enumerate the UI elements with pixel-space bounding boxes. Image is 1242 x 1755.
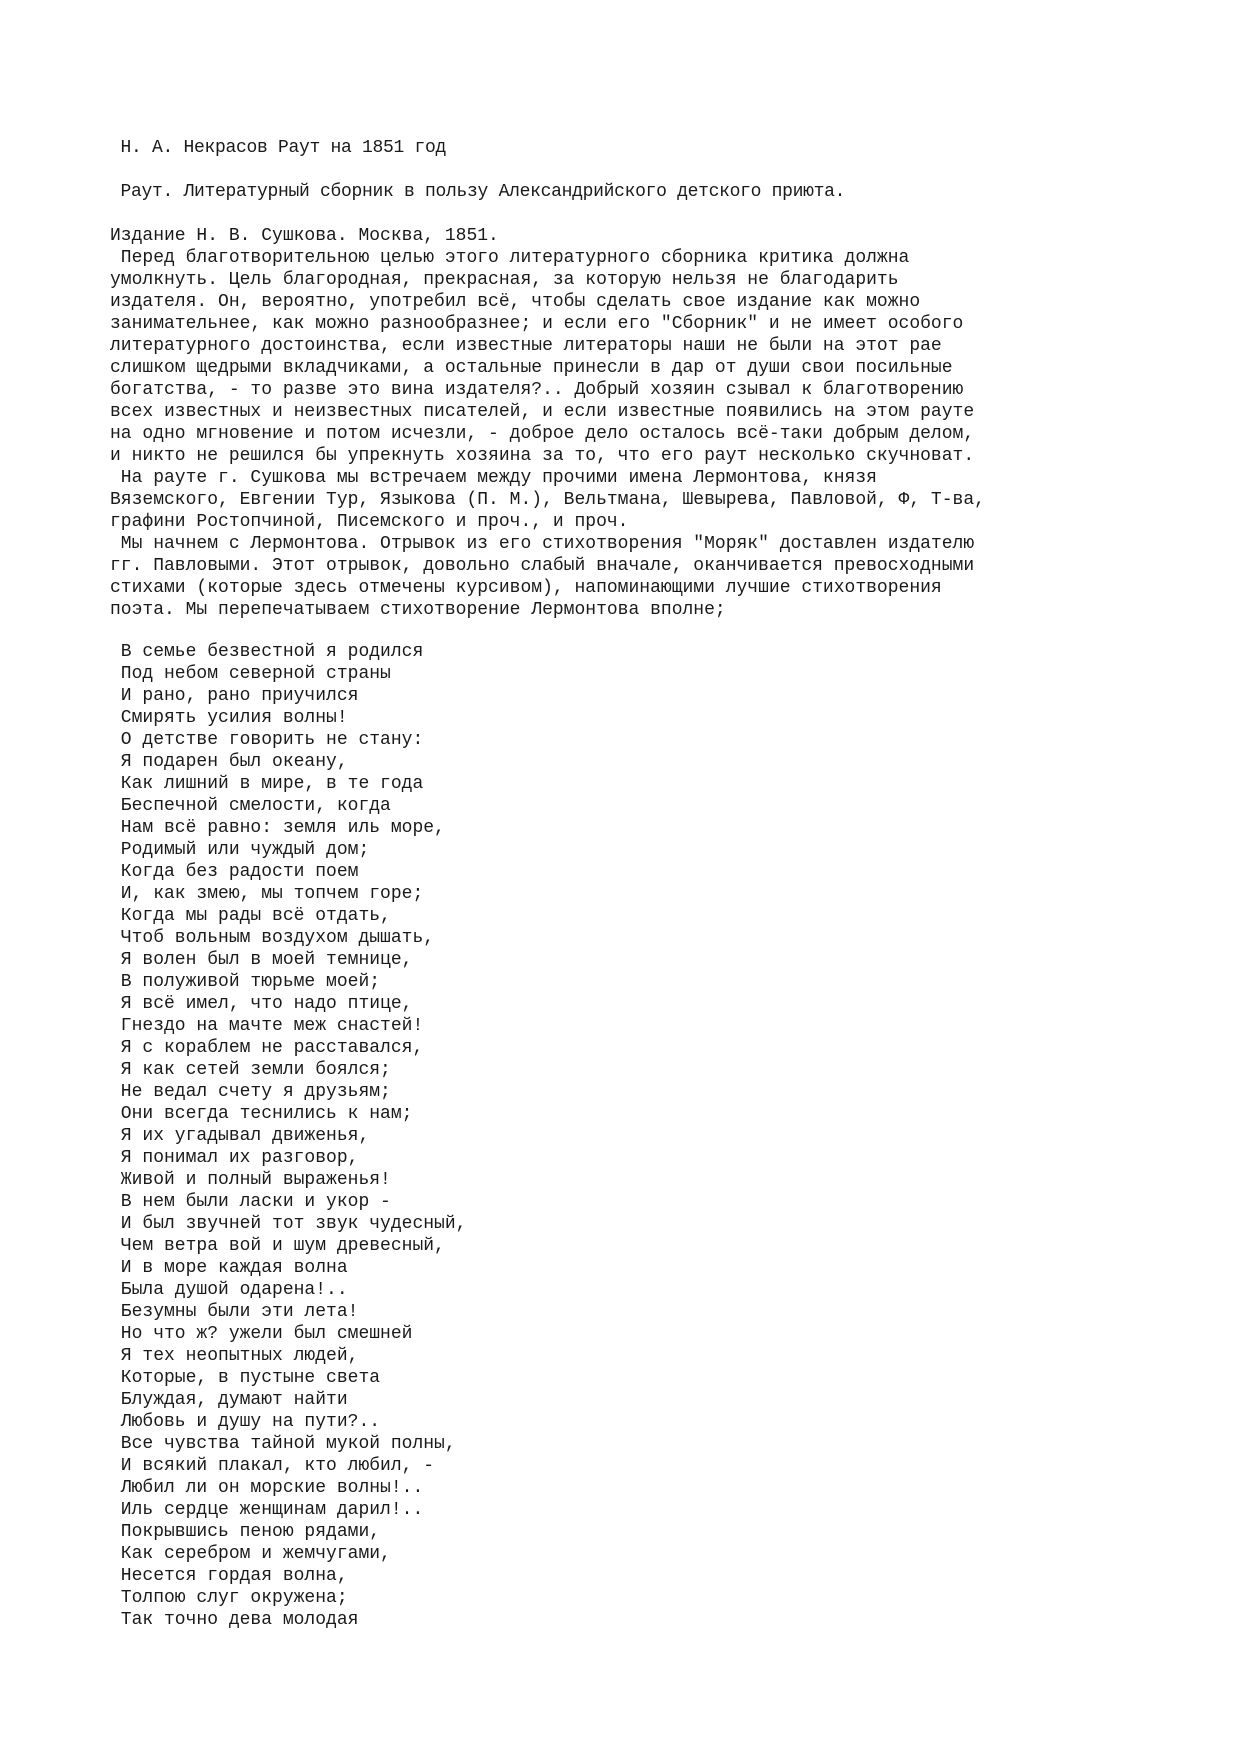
poem-line: Была душой одарена!.. (110, 1280, 348, 1300)
poem-line: О детстве говорить не стану: (110, 730, 424, 750)
body-line: гг. Павловыми. Этот отрывок, довольно слабый вначале, оканчивается превосходными (110, 556, 975, 576)
poem-line: Я понимал их разговор, (110, 1148, 359, 1168)
poem-line: И рано, рано приучился (110, 686, 359, 706)
poem-line: Так точно дева молодая (110, 1610, 359, 1630)
poem-line: Любовь и душу на пути?.. (110, 1412, 381, 1432)
poem-line: Я их угадывал движенья, (110, 1126, 370, 1146)
poem-line: Под небом северной страны (110, 664, 391, 684)
poem-text (110, 641, 466, 1631)
body-line: издателя. Он, вероятно, употребил всё, чтобы сделать свое издание как можно (110, 292, 921, 312)
poem-line: Блуждая, думают найти (110, 1390, 348, 1410)
poem-line: Я тех неопытных людей, (110, 1346, 359, 1366)
body-line: литературного достоинства, если известные литераторы наши не были на этот рае (110, 336, 942, 356)
body-line: На рауте г. Сушкова мы встречаем между прочими имена Лермонтова, князя (110, 468, 877, 488)
poem-line: Которые, в пустыне света (110, 1368, 381, 1388)
poem-line: Я волен был в моей темнице, (110, 950, 413, 970)
poem-line: Толпою слуг окружена; (110, 1588, 348, 1608)
poem-line: Я всё имел, что надо птице, (110, 994, 413, 1014)
poem-line: В полуживой тюрьме моей; (110, 972, 381, 992)
poem-line: Чтоб вольным воздухом дышать, (110, 928, 435, 948)
poem-line: Беспечной смелости, когда (110, 796, 391, 816)
poem-line: Когда без радости поем (110, 862, 359, 882)
body-line: поэта. Мы перепечатываем стихотворение Лермонтова вполне; (110, 600, 726, 620)
body-line: богатства, - то разве это вина издателя?.. Добрый хозяин сзывал к благотворению (110, 380, 964, 400)
body-line: на одно мгновение и потом исчезли, - доброе дело осталось всё-таки добрым делом, (110, 424, 975, 444)
poem-line: И всякий плакал, кто любил, - (110, 1456, 435, 1476)
poem-line: Безумны были эти лета! (110, 1302, 359, 1322)
poem-line: Они всегда теснились к нам; (110, 1104, 413, 1124)
poem-line: Нам всё равно: земля иль море, (110, 818, 445, 838)
body-line: Мы начнем с Лермонтова. Отрывок из его стихотворения "Моряк" доставлен издателю (110, 534, 975, 554)
poem-line: Как лишний в мире, в те года (110, 774, 424, 794)
document-title: Н. А. Некрасов Раут на 1851 год (110, 138, 447, 158)
poem-line: Не ведал счету я друзьям; (110, 1082, 391, 1102)
poem-line: Я как сетей земли боялся; (110, 1060, 391, 1080)
poem-line: Все чувства тайной мукой полны, (110, 1434, 456, 1454)
poem-line: И, как змею, мы топчем горе; (110, 884, 424, 904)
body-line: графини Ростопчиной, Писемского и проч., и проч. (110, 512, 629, 532)
poem-line: Живой и полный выраженья! (110, 1170, 391, 1190)
poem-line: Я с кораблем не расставался, (110, 1038, 424, 1058)
document-subtitle: Раут. Литературный сборник в пользу Александрийского детского приюта. (110, 182, 846, 202)
poem-line: Но что ж? ужели был смешней (110, 1324, 413, 1344)
body-line: всех известных и неизвестных писателей, и если известные появились на этом рауте (110, 402, 975, 422)
poem-line: Любил ли он морские волны!.. (110, 1478, 424, 1498)
body-line: слишком щедрыми вкладчиками, а остальные принесли в дар от души свои посильные (110, 358, 953, 378)
poem-line: В нем были ласки и укор - (110, 1192, 391, 1212)
body-line: стихами (которые здесь отмечены курсивом), напоминающими лучшие стихотворения (110, 578, 942, 598)
poem-line: В семье безвестной я родился (110, 642, 424, 662)
poem-line: Как серебром и жемчугами, (110, 1544, 391, 1564)
poem-line: Я подарен был океану, (110, 752, 348, 772)
body-line: занимательнее, как можно разнообразнее; и если его "Сборник" и не имеет особого (110, 314, 964, 334)
poem-line: Несется гордая волна, (110, 1566, 348, 1586)
body-text (110, 225, 985, 621)
poem-line: И в море каждая волна (110, 1258, 348, 1278)
poem-line: Родимый или чуждый дом; (110, 840, 370, 860)
poem-line: Гнездо на мачте меж снастей! (110, 1016, 424, 1036)
body-line: Издание Н. В. Сушкова. Москва, 1851. (110, 226, 499, 246)
poem-line: И был звучней тот звук чудесный, (110, 1214, 467, 1234)
poem-line: Чем ветра вой и шум древесный, (110, 1236, 445, 1256)
poem-line: Покрывшись пеною рядами, (110, 1522, 381, 1542)
body-line: умолкнуть. Цель благородная, прекрасная, за которую нельзя не благодарить (110, 270, 899, 290)
body-line: и никто не решился бы упрекнуть хозяина за то, что его раут несколько скучноват. (110, 446, 975, 466)
body-line: Вяземского, Евгении Тур, Языкова (П. М.), Вельтмана, Шевырева, Павловой, Ф, Т-ва, (110, 490, 985, 510)
poem-line: Иль сердце женщинам дарил!.. (110, 1500, 424, 1520)
poem-line: Когда мы рады всё отдать, (110, 906, 391, 926)
body-line: Перед благотворительною целью этого литературного сборника критика должна (110, 248, 910, 268)
poem-line: Смирять усилия волны! (110, 708, 348, 728)
